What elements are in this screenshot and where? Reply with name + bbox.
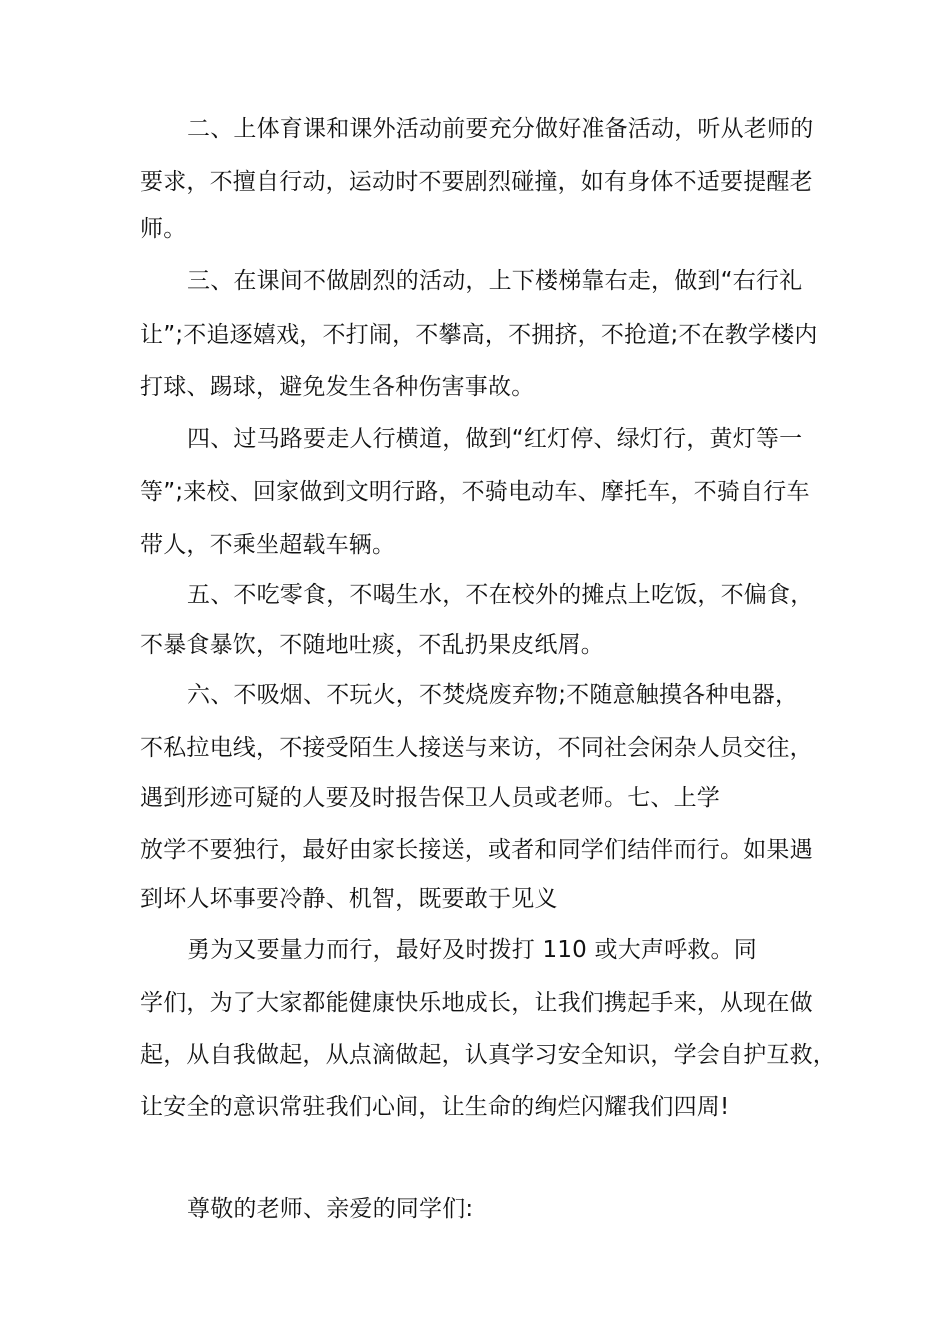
paragraph-line: 打球、踢球，避免发生各种伤害事故。 bbox=[140, 374, 535, 400]
paragraph-line: 遇到形迹可疑的人要及时报告保卫人员或老师。七、上学 bbox=[140, 785, 720, 811]
paragraph-line: 到坏人坏事要冷静、机智，既要敢于见义 bbox=[140, 886, 558, 912]
paragraph-line: 放学不要独行，最好由家长接送，或者和同学们结伴而行。如果遇 bbox=[140, 837, 813, 863]
paragraph-line: 要求，不擅自行动，运动时不要剧烈碰撞，如有身体不适要提醒老 bbox=[140, 169, 813, 195]
paragraph-line: 等”;来校、回家做到文明行路，不骑电动车、摩托车，不骑自行车 bbox=[140, 479, 810, 505]
paragraph-line: 让”;不追逐嬉戏，不打闹，不攀高，不拥挤，不抢道;不在教学楼内 bbox=[140, 322, 818, 348]
paragraph-line: 师。 bbox=[140, 216, 187, 242]
paragraph-line: 五、不吃零食，不喝生水，不在校外的摊点上吃饭，不偏食， bbox=[187, 582, 814, 608]
paragraph-line: 学们，为了大家都能健康快乐地成长，让我们携起手来，从现在做 bbox=[140, 990, 813, 1016]
paragraph-line: 带人，不乘坐超载车辆。 bbox=[140, 532, 396, 558]
salutation-line: 尊敬的老师、亲爱的同学们: bbox=[187, 1196, 474, 1222]
paragraph-line: 六、不吸烟、不玩火，不焚烧废弃物;不随意触摸各种电器， bbox=[187, 682, 799, 708]
paragraph-line: 不暴食暴饮，不随地吐痰，不乱扔果皮纸屑。 bbox=[140, 632, 604, 658]
paragraph-line: 让安全的意识常驻我们心间，让生命的绚烂闪耀我们四周! bbox=[140, 1094, 730, 1120]
paragraph-line: 二、上体育课和课外活动前要充分做好准备活动，听从老师的 bbox=[187, 116, 814, 142]
paragraph-line: 三、在课间不做剧烈的活动，上下楼梯靠右走，做到“右行礼 bbox=[187, 268, 803, 294]
paragraph-line: 四、过马路要走人行横道，做到“红灯停、绿灯行，黄灯等一 bbox=[187, 426, 803, 452]
paragraph-line: 不私拉电线，不接受陌生人接送与来访，不同社会闲杂人员交往， bbox=[140, 735, 813, 761]
paragraph-line: 勇为又要量力而行，最好及时拨打 110 或大声呼救。同 bbox=[187, 937, 757, 963]
paragraph-line: 起，从自我做起，从点滴做起，认真学习安全知识，学会自护互救， bbox=[140, 1042, 836, 1068]
